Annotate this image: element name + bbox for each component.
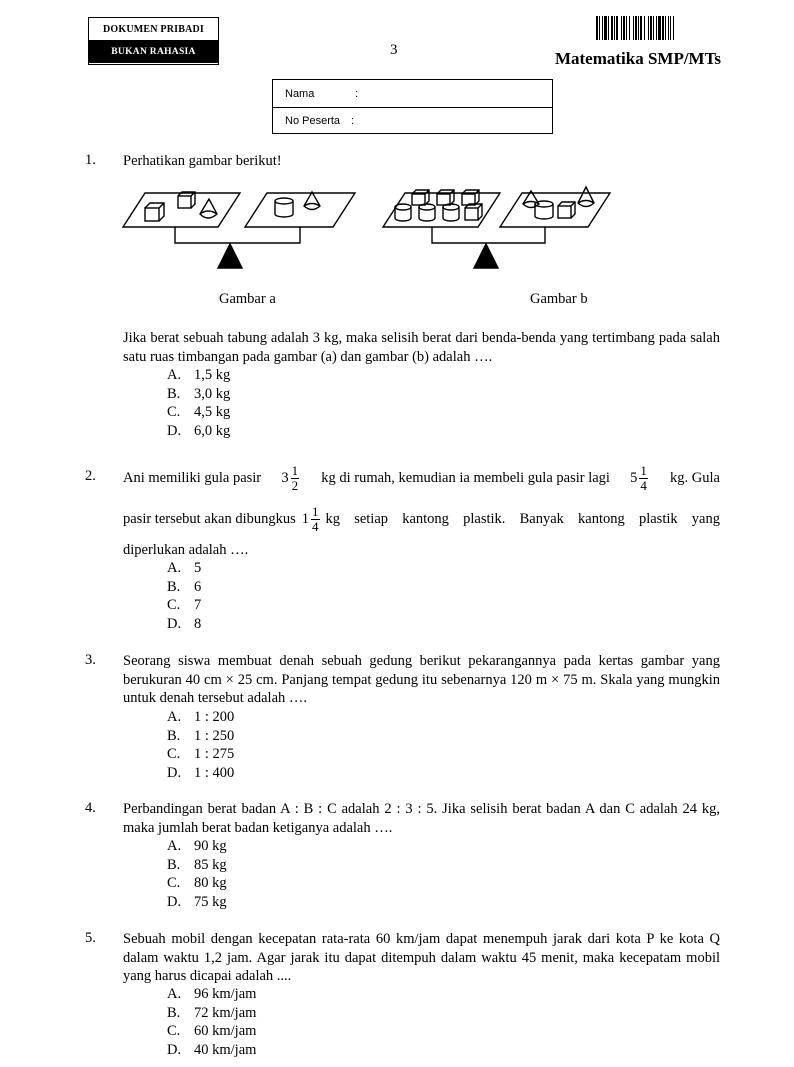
option-letter: B.: [167, 578, 181, 595]
participant-separator: :: [351, 114, 355, 127]
question-2-part-5: kg setiap kantong plastik. Banyak kantong plastik yang: [325, 510, 720, 527]
balance-scale-b: [383, 187, 610, 268]
question-1-text: Jika berat sebuah tabung adalah 3 kg, maka selisih berat dari benda-benda yang tertimbang pada salah satu ruas timbangan pada gambar (a) dan gambar (b) adalah ….: [123, 330, 720, 365]
mixed-number-2: [630, 464, 650, 493]
denominator: 4: [640, 477, 647, 493]
page-number: 3: [390, 42, 398, 58]
option-text: 4,5 kg: [194, 404, 231, 420]
option-text: 85 kg: [194, 856, 227, 873]
question-5-options: [167, 985, 256, 1059]
question-4-options: [167, 837, 227, 911]
balance-scale-a: [123, 192, 355, 268]
option-text: 6,0 kg: [194, 422, 231, 439]
question-2-part-2: kg di rumah, kemudian ia membeli gula pasir lagi: [321, 469, 610, 486]
question-3-options: [167, 708, 234, 782]
option-text: 1 : 250: [194, 727, 235, 744]
option-text: 7: [194, 597, 202, 613]
option[interactable]: [167, 985, 256, 1004]
option-letter: B.: [167, 385, 181, 402]
option-text: 72 km/jam: [194, 1004, 257, 1021]
option-letter: A.: [167, 709, 182, 725]
option[interactable]: [167, 745, 234, 764]
fraction: [291, 464, 300, 493]
option-letter: C.: [167, 1023, 181, 1039]
option-text: 6: [194, 578, 202, 595]
question-4-text: Perbandingan berat badan A : B : C adalah 2 : 3 : 5. Jika selisih berat badan A dan C adalah 24 kg, maka jumlah berat badan ketiganya adalah ….: [123, 801, 720, 836]
identity-box: [272, 79, 553, 134]
option-letter: B.: [167, 727, 181, 744]
option[interactable]: [167, 403, 230, 422]
option-letter: D.: [167, 615, 182, 632]
mixed-whole: 1: [301, 510, 310, 527]
option-letter: C.: [167, 597, 181, 613]
option[interactable]: [167, 1022, 256, 1041]
question-2-number: 2.: [85, 468, 96, 484]
barcode-icon: [596, 16, 722, 40]
option-letter: C.: [167, 875, 181, 891]
secret-label: BUKAN RAHASIA: [89, 40, 218, 63]
option-letter: B.: [167, 1004, 181, 1021]
option-text: 96 km/jam: [194, 986, 257, 1002]
participant-row: [273, 107, 552, 133]
subject-title: Matematika SMP/MTs: [554, 49, 721, 68]
name-row: [273, 80, 552, 107]
fraction: [639, 464, 648, 493]
balance-scales-figure: [120, 182, 640, 274]
option-text: 1,5 kg: [194, 367, 231, 383]
participant-label: No Peserta: [285, 114, 341, 127]
option[interactable]: [167, 578, 201, 597]
option[interactable]: [167, 1041, 256, 1060]
option[interactable]: [167, 422, 230, 441]
numerator: 1: [640, 462, 647, 478]
question-2-line-2: [123, 499, 720, 539]
question-5-number: 5.: [85, 930, 96, 946]
question-2-part-3: kg. Gula: [670, 469, 720, 486]
question-1-prompt: Perhatikan gambar berikut!: [123, 153, 282, 169]
fraction: [311, 505, 320, 534]
question-2-options: [167, 559, 201, 633]
document-label-box: [88, 17, 219, 65]
option-text: 1 : 400: [194, 764, 235, 781]
option-letter: A.: [167, 838, 182, 854]
question-4-number: 4.: [85, 800, 96, 816]
question-2-part-6: diperlukan adalah ….: [123, 542, 249, 558]
mixed-whole: 5: [630, 469, 638, 486]
question-5-text: Sebuah mobil dengan kecepatan rata-rata 60 km/jam dapat menempuh jarak dari kota P ke kota Q dalam waktu 1,2 jam. Agar jarak itu dapat ditempuh dalam waktu 45 menit, maka kecepatam mobil yang harus dicapai adalah ....: [123, 931, 720, 984]
figure-b-caption: Gambar b: [530, 291, 588, 307]
numerator: 1: [312, 503, 319, 519]
mixed-number-1: [281, 464, 301, 493]
option-text: 40 km/jam: [194, 1041, 257, 1058]
option-letter: B.: [167, 856, 181, 873]
option-letter: C.: [167, 404, 181, 420]
denominator: 4: [312, 518, 319, 534]
option-letter: D.: [167, 1041, 182, 1058]
option[interactable]: [167, 874, 227, 893]
option-text: 80 kg: [194, 875, 227, 891]
option[interactable]: [167, 893, 227, 912]
option-letter: A.: [167, 367, 182, 383]
option-text: 1 : 275: [194, 746, 235, 762]
mixed-number-3: [302, 505, 322, 534]
question-2-part-4: pasir tersebut akan dibungkus: [123, 510, 296, 527]
option-text: 5: [194, 560, 202, 576]
option-letter: D.: [167, 764, 182, 781]
option[interactable]: [167, 708, 234, 727]
option-letter: D.: [167, 893, 182, 910]
option-text: 3,0 kg: [194, 385, 231, 402]
question-3-text: Seorang siswa membuat denah sebuah gedung berikut pekarangannya pada kertas gambar yang berukuran 40 cm × 25 cm. Panjang tempat gedung itu sebenarnya 120 m × 75 m. Skala yang mungkin untuk denah tersebut adalah ….: [123, 653, 720, 706]
denominator: 2: [291, 477, 299, 493]
option[interactable]: [167, 559, 201, 578]
option-letter: A.: [167, 986, 182, 1002]
option-letter: D.: [167, 422, 182, 439]
option-letter: A.: [167, 560, 182, 576]
option[interactable]: [167, 856, 227, 875]
question-1-number: 1.: [85, 152, 96, 168]
question-3-number: 3.: [85, 652, 96, 668]
option-text: 75 kg: [194, 893, 227, 910]
option[interactable]: [167, 837, 227, 856]
option[interactable]: [167, 764, 234, 783]
option-letter: C.: [167, 746, 181, 762]
mixed-whole: 3: [281, 469, 289, 486]
option[interactable]: [167, 385, 230, 404]
question-2-line-1: [123, 458, 720, 498]
figure-a-caption: Gambar a: [219, 291, 276, 307]
option-text: 90 kg: [194, 838, 227, 854]
option-text: 1 : 200: [194, 709, 235, 725]
option[interactable]: [167, 1004, 256, 1023]
option-text: 60 km/jam: [194, 1023, 257, 1039]
question-2-part-1: Ani memiliki gula pasir: [123, 469, 262, 486]
option[interactable]: [167, 596, 201, 615]
name-separator: :: [355, 87, 359, 100]
doc-label: DOKUMEN PRIBADI: [102, 23, 205, 35]
option[interactable]: [167, 727, 234, 746]
question-1-options: [167, 366, 230, 440]
name-label: Nama: [285, 87, 315, 100]
option[interactable]: [167, 615, 201, 634]
option-text: 8: [194, 615, 202, 632]
option[interactable]: [167, 366, 230, 385]
numerator: 1: [291, 462, 299, 478]
